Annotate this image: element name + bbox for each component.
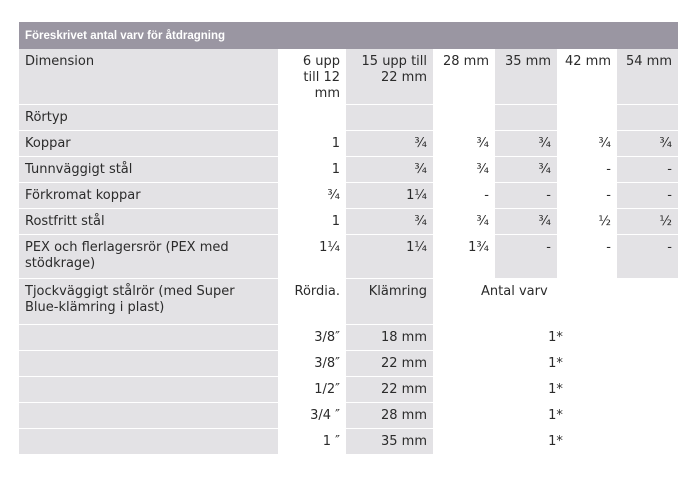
cell: 1 [278,209,346,235]
row-label: Koppar [19,131,278,157]
header-row [19,49,678,105]
cell: ¾ [495,131,557,157]
cell: ¾ [433,131,495,157]
cell: ¾ [433,209,495,235]
cell: ½ [557,209,617,235]
cell: ¾ [346,209,433,235]
table-row [19,429,678,455]
cell: 1* [433,429,678,455]
table-row [19,325,678,351]
col-header-15-22: 15 upp till 22 mm [346,49,433,105]
cell: 1¼ [346,235,433,279]
row-label: Förkromat koppar [19,183,278,209]
cell: 1 ″ [278,429,346,455]
cell: ¾ [557,131,617,157]
cell: ¾ [278,183,346,209]
cell: 1¼ [278,235,346,279]
cell: 1 [278,131,346,157]
col-header-35: 35 mm [495,49,557,105]
table-row [19,235,678,279]
klamring-header: Klämring [346,279,433,325]
table-row [19,209,678,235]
cell: 18 mm [346,325,433,351]
cell: - [617,183,678,209]
rordia-header: Rördia. [278,279,346,325]
table-title: Föreskrivet antal varv för åtdragning [19,22,678,49]
row-label: Rostfritt stål [19,209,278,235]
cell: - [617,157,678,183]
turns-table-document [19,22,678,455]
thick-header-row [19,279,678,325]
col-header-54: 54 mm [617,49,678,105]
table-row [19,131,678,157]
cell: 3/4 ″ [278,403,346,429]
cell: 1¼ [346,183,433,209]
col-header-6-12: 6 upp till 12 mm [278,49,346,105]
cell: 22 mm [346,377,433,403]
antal-varv-header: Antal varv [433,279,678,325]
table-row [19,351,678,377]
cell: 1* [433,377,678,403]
cell: ¾ [495,209,557,235]
cell: ¾ [495,157,557,183]
cell: 22 mm [346,351,433,377]
cell: 1¾ [433,235,495,279]
col-header-42: 42 mm [557,49,617,105]
rortyp-label: Rörtyp [19,105,278,131]
cell: 28 mm [346,403,433,429]
cell: ¾ [617,131,678,157]
table-row [19,377,678,403]
cell: 1* [433,325,678,351]
cell: - [495,235,557,279]
col-header-28: 28 mm [433,49,495,105]
cell: - [557,157,617,183]
table-row [19,183,678,209]
cell: 1* [433,351,678,377]
cell: - [495,183,557,209]
cell: - [557,183,617,209]
cell: 3/8″ [278,325,346,351]
cell: - [617,235,678,279]
cell: ¾ [346,131,433,157]
cell: 3/8″ [278,351,346,377]
row-label: PEX och flerlagersrör (PEX med stödkrage) [19,235,278,279]
thick-label: Tjockväggigt stålrör (med Super Blue-klämring i plast) [19,279,278,325]
cell: 1/2″ [278,377,346,403]
row-label: Tunnväggigt stål [19,157,278,183]
table-row [19,403,678,429]
cell: 1 [278,157,346,183]
cell: - [433,183,495,209]
section-row [19,105,678,131]
cell: ¾ [433,157,495,183]
turns-table [19,49,678,455]
cell: 1* [433,403,678,429]
cell: 35 mm [346,429,433,455]
table-row [19,157,678,183]
cell: - [557,235,617,279]
dimension-header: Dimension [19,49,278,105]
cell: ½ [617,209,678,235]
cell: ¾ [346,157,433,183]
